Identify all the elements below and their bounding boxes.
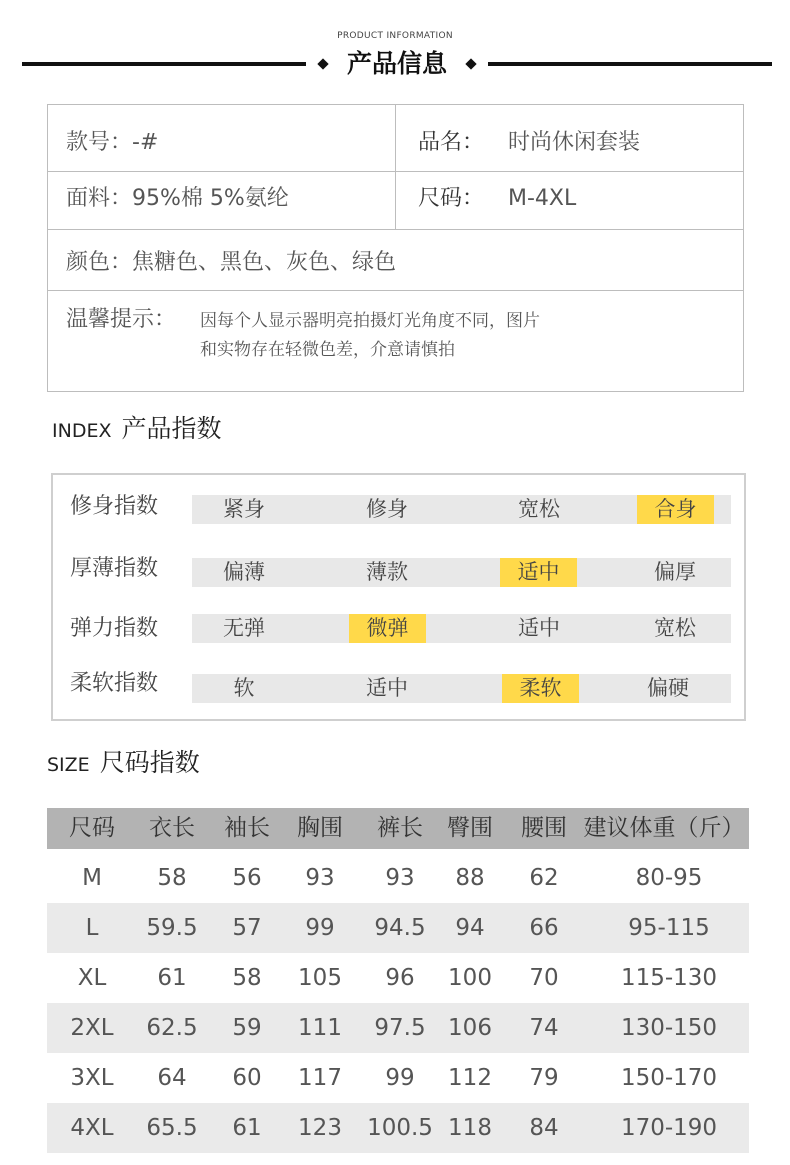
index-label: 柔软指数	[70, 671, 159, 696]
divider	[47, 290, 744, 291]
header-rule-left	[22, 62, 306, 66]
table-row	[47, 1003, 749, 1053]
table-cell: 56	[232, 865, 262, 891]
index-option: 适中	[366, 676, 408, 700]
table-cell: 115-130	[620, 965, 718, 991]
column-header: 臀围	[447, 815, 493, 841]
index-option: 软	[233, 676, 255, 700]
page-title: 产品信息	[346, 49, 447, 78]
index-option-selected: 柔软	[502, 674, 579, 703]
table-row	[47, 903, 749, 953]
table-cell: M	[82, 865, 102, 891]
table-cell: 95-115	[628, 915, 710, 941]
index-option: 薄款	[366, 560, 408, 584]
table-cell: 111	[298, 1015, 342, 1041]
table-cell: 66	[529, 915, 559, 941]
index-option-selected: 微弹	[349, 614, 426, 643]
table-cell: 117	[298, 1065, 342, 1091]
column-header: 胸围	[297, 815, 343, 841]
table-cell: 58	[157, 865, 187, 891]
index-option: 紧身	[223, 497, 265, 521]
tip-label: 温馨提示：	[66, 307, 177, 332]
column-header: 裤长	[377, 815, 423, 841]
size-value: M-4XL	[508, 186, 577, 211]
table-cell: 80-95	[635, 865, 703, 891]
size-table-header	[47, 808, 749, 849]
index-option: 偏硬	[647, 676, 689, 700]
table-cell: 105	[298, 965, 342, 991]
table-cell: 94.5	[374, 915, 426, 941]
table-cell: 93	[305, 865, 335, 891]
table-row	[47, 1103, 749, 1153]
table-cell: 130-150	[620, 1015, 718, 1041]
product-name-value: 时尚休闲套装	[508, 130, 641, 155]
column-header: 建议体重（斤）	[583, 815, 745, 841]
table-cell: 57	[232, 915, 262, 941]
size-section-title: SIZE 尺码指数	[47, 748, 200, 777]
table-cell: 96	[385, 965, 415, 991]
index-option: 宽松	[654, 616, 696, 640]
index-option: 偏薄	[223, 560, 265, 584]
table-cell: 100	[448, 965, 492, 991]
index-option: 宽松	[518, 497, 560, 521]
tip-line-2: 和实物存在轻微色差，介意请慎拍	[200, 340, 455, 360]
table-cell: 59.5	[146, 915, 198, 941]
table-cell: 150-170	[620, 1065, 718, 1091]
table-cell: 65.5	[146, 1115, 198, 1141]
table-row	[47, 953, 749, 1003]
table-cell: 123	[298, 1115, 342, 1141]
fabric: 面料：95%棉 5%氨纶	[66, 186, 289, 211]
table-cell: 79	[529, 1065, 559, 1091]
table-cell: L	[85, 915, 99, 941]
column-header: 尺码	[69, 815, 115, 841]
table-cell: XL	[77, 965, 107, 991]
table-cell: 61	[157, 965, 187, 991]
divider	[47, 229, 744, 230]
header-subtitle: PRODUCT INFORMATION	[337, 31, 453, 41]
table-cell: 93	[385, 865, 415, 891]
table-cell: 61	[232, 1115, 262, 1141]
table-cell: 112	[448, 1065, 492, 1091]
index-label: 弹力指数	[70, 616, 159, 641]
table-cell: 106	[448, 1015, 492, 1041]
column-header: 腰围	[521, 815, 567, 841]
header-rule-right	[488, 62, 772, 66]
table-cell: 62	[529, 865, 559, 891]
table-cell: 84	[529, 1115, 559, 1141]
table-cell: 59	[232, 1015, 262, 1041]
style-number: 款号：-#	[66, 130, 159, 155]
table-cell: 170-190	[620, 1115, 718, 1141]
table-cell: 88	[455, 865, 485, 891]
column-header: 袖长	[224, 815, 270, 841]
table-cell: 62.5	[146, 1015, 198, 1041]
table-cell: 64	[157, 1065, 187, 1091]
table-row	[47, 1053, 749, 1103]
table-cell: 74	[529, 1015, 559, 1041]
index-option: 偏厚	[654, 560, 696, 584]
index-option: 修身	[366, 497, 408, 521]
table-cell: 2XL	[70, 1015, 114, 1041]
index-section-title: INDEX 产品指数	[52, 414, 222, 443]
table-cell: 94	[455, 915, 485, 941]
index-option-selected: 适中	[500, 558, 577, 587]
index-option: 无弹	[223, 616, 265, 640]
divider	[395, 104, 396, 229]
size-label: 尺码：	[418, 186, 485, 211]
table-cell: 118	[448, 1115, 492, 1141]
index-label: 厚薄指数	[70, 556, 159, 581]
table-cell: 97.5	[374, 1015, 426, 1041]
product-name-label: 品名：	[418, 130, 485, 155]
table-cell: 3XL	[70, 1065, 114, 1091]
table-cell: 100.5	[367, 1115, 433, 1141]
index-option-selected: 合身	[637, 495, 714, 524]
index-label: 修身指数	[70, 494, 159, 519]
column-header: 衣长	[149, 815, 195, 841]
tip-line-1: 因每个人显示器明亮拍摄灯光角度不同，图片	[200, 311, 540, 331]
table-cell: 99	[385, 1065, 415, 1091]
table-cell: 99	[305, 915, 335, 941]
table-cell: 4XL	[70, 1115, 114, 1141]
table-cell: 60	[232, 1065, 262, 1091]
table-cell: 70	[529, 965, 559, 991]
index-option: 适中	[518, 616, 560, 640]
table-cell: 58	[232, 965, 262, 991]
colors: 颜色：焦糖色、黑色、灰色、绿色	[66, 250, 397, 275]
table-row	[47, 853, 749, 903]
